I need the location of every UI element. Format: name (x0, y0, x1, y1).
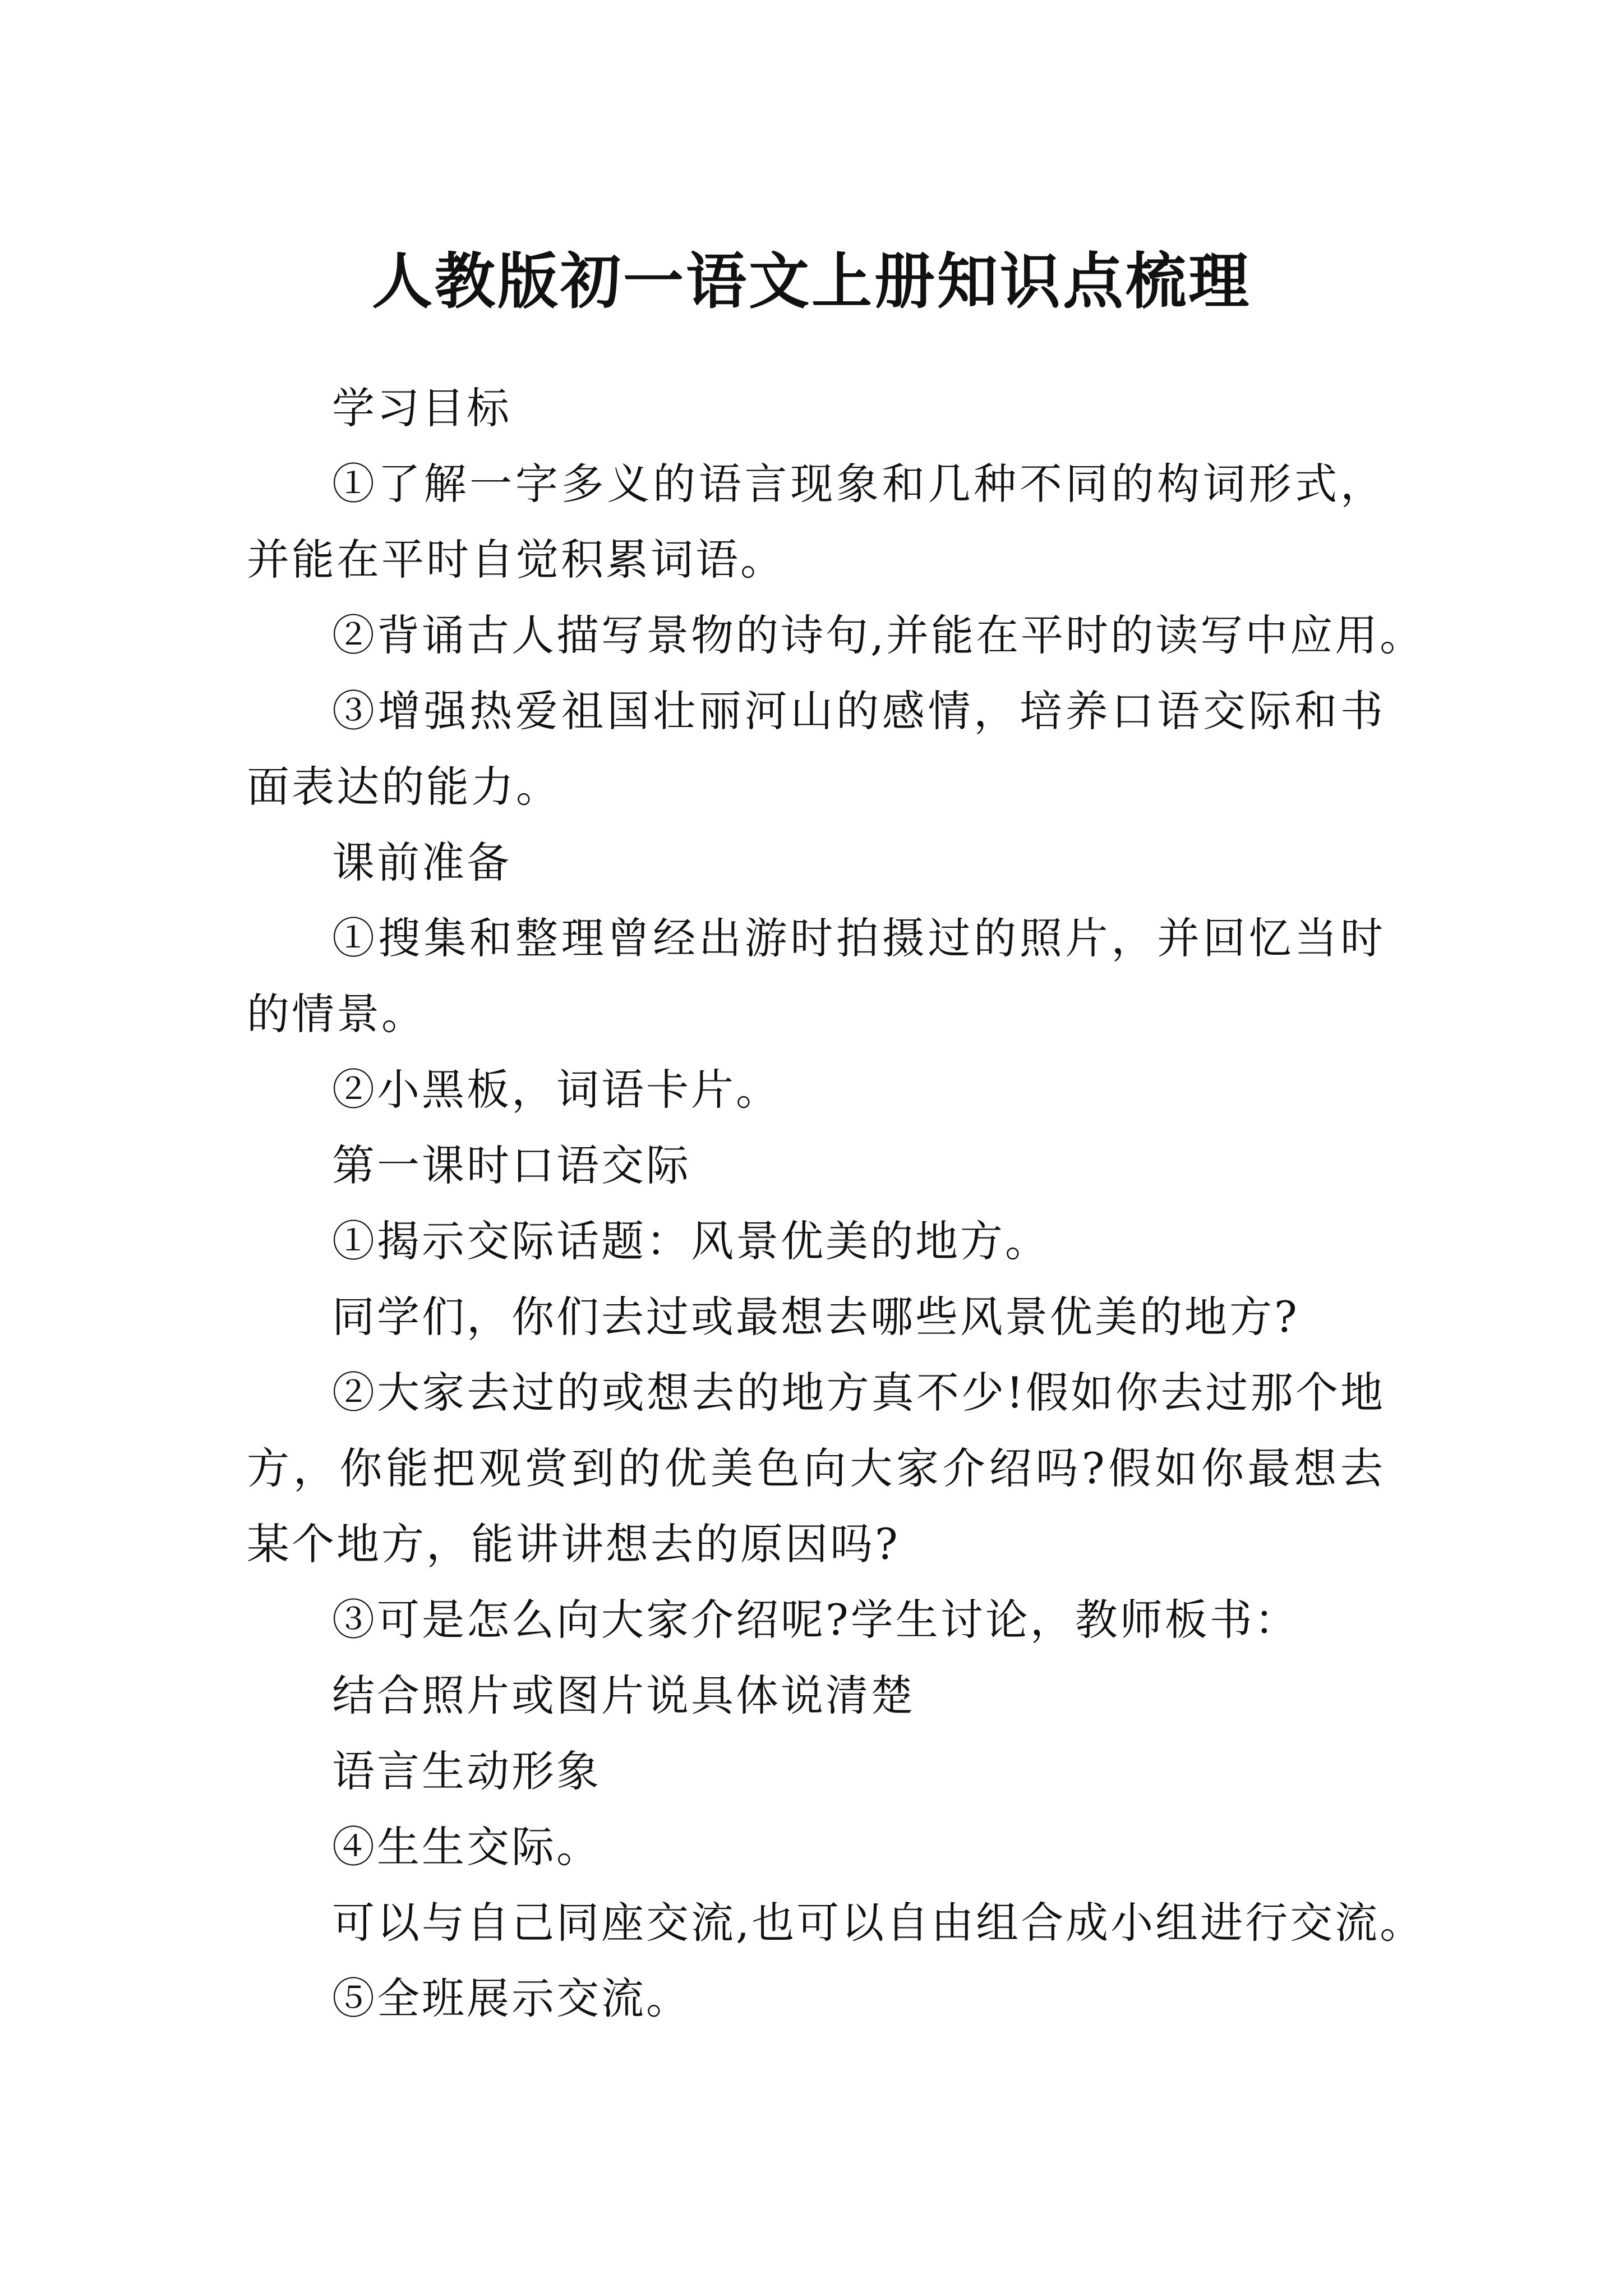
lesson-step-4: ④生生交际。 (332, 1822, 601, 1872)
preparation-item-1: ①搜集和整理曾经出游时拍摄过的照片，并回忆当时的情景。 (247, 913, 1385, 1039)
learning-goal-3: ③增强热爱祖国壮丽河山的感情，培养口语交际和书面表达的能力。 (247, 686, 1385, 812)
section-heading-preparation: 课前准备 (332, 838, 511, 887)
lesson-step-1: ①揭示交际话题：风景优美的地方。 (332, 1216, 1050, 1266)
document-body (247, 370, 1425, 2036)
board-note-2: 语言生动形象 (332, 1746, 601, 1796)
preparation-item-2: ②小黑板，词语卡片。 (332, 1065, 781, 1115)
section-heading-learning-goals: 学习目标 (332, 383, 511, 433)
board-note-1: 结合照片或图片说具体说清楚 (332, 1671, 915, 1720)
lesson-step-5: ⑤全班展示交流。 (332, 1973, 691, 2023)
lesson-step-2: ②大家去过的或想去的地方真不少!假如你去过那个地方，你能把观赏到的优美色向大家介绍吗?假如你最想去某个地方，能讲讲想去的原因吗? (247, 1368, 1385, 1569)
lesson-step-3: ③可是怎么向大家介绍呢?学生讨论，教师板书： (332, 1595, 1299, 1645)
learning-goal-2: ②背诵古人描写景物的诗句,并能在平时的读写中应用。 (332, 610, 1425, 660)
lesson-question: 同学们，你们去过或最想去哪些风景优美的地方? (332, 1292, 1299, 1342)
document-title: 人教版初一语文上册知识点梳理 (371, 246, 1251, 318)
section-heading-first-lesson: 第一课时口语交际 (332, 1140, 691, 1190)
learning-goal-1: ①了解一字多义的语言现象和几种不同的构词形式，并能在平时自觉积累词语。 (247, 459, 1385, 585)
lesson-step-4-detail: 可以与自己同座交流,也可以自由组合成小组进行交流。 (332, 1898, 1425, 1948)
